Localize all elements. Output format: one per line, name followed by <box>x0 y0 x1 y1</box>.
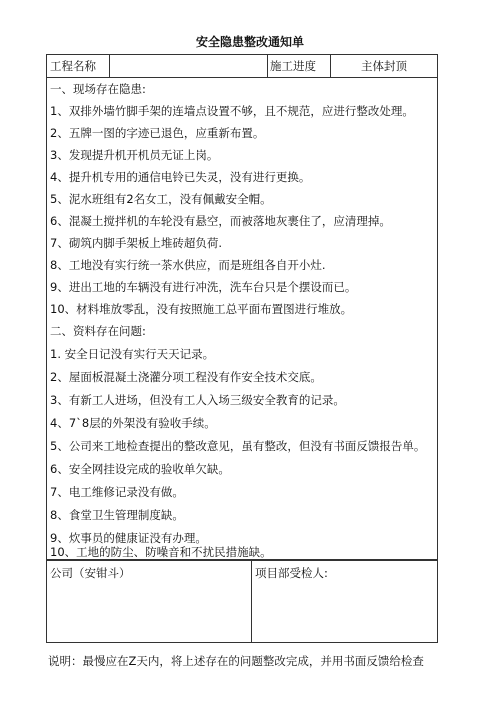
footnote: 说明：最慢应在Z天内，将上述存在的问题整改完成，并用书面反馈给检查 <box>48 654 424 668</box>
company-label: 公司（安钳斗） <box>50 566 131 580</box>
records-section-heading: 二、资料存在问题: <box>50 324 146 338</box>
inspector-label: 项目部受检人: <box>255 566 328 580</box>
issue-line: 3、发现提升机开机员无证上岗。 <box>50 148 219 162</box>
record-issue-line: 5、公司来工地检查提出的整改意见，虽有整改，但没有书面反馈报告单。 <box>50 439 426 453</box>
progress-label: 施工进度 <box>268 55 331 77</box>
issue-line: 7、砌筑内脚手架板上堆砖超负荷. <box>50 236 222 250</box>
record-issue-line: 10、工地的防尘、防噪音和不扰民措施缺。 <box>50 545 272 559</box>
issue-line: 5、泥水班组有2名女工，没有佩戴安全帽。 <box>50 192 272 206</box>
signature-row <box>46 560 438 643</box>
issue-line: 2、五牌一图的字迹已退色，应重新布置。 <box>50 126 265 140</box>
record-issue-line: 4、7`8层的外架没有验收手续。 <box>50 416 216 430</box>
issue-line: 1、双排外墙竹脚手架的连墙点设置不够，且不规范，应进行整改处理。 <box>50 104 414 118</box>
issues-box <box>46 78 438 560</box>
document-title: 安全隐患整改通知单 <box>195 35 304 49</box>
issue-line: 4、提升机专用的通信电铃已失灵，没有进行更换。 <box>50 170 311 184</box>
record-issue-line: 6、安全网挂设完成的验收单欠缺。 <box>50 462 230 476</box>
progress-value: 主体封顶 <box>361 59 407 73</box>
issues-section-heading: 一、现场存在隐患: <box>50 82 146 96</box>
inspector-signature-cell <box>252 561 437 642</box>
company-signature-cell <box>47 561 252 642</box>
record-issue-line: 9、炊事员的健康证没有办理。 <box>50 531 207 545</box>
header-row <box>46 54 438 78</box>
record-issue-line: 7、电工维修记录没有做。 <box>50 485 184 499</box>
issue-line: 6、混凝土搅拌机的车轮没有悬空，而被落地灰裹住了，应清理掉。 <box>50 214 391 228</box>
project-name-value <box>110 55 268 77</box>
issue-line: 10、材料堆放零乱，没有按照施工总平面布置图进行堆放。 <box>50 302 353 316</box>
record-issue-line: 1. 安全日记没有实行天天记录。 <box>50 347 215 361</box>
record-issue-line: 2、屋面板混凝土浇灌分项工程没有作安全技术交底。 <box>50 370 322 384</box>
issue-line: 8、工地没有实行统一茶水供应，而是班组各自开小灶. <box>50 258 326 272</box>
record-issue-line: 8、食堂卫生管理制度缺。 <box>50 508 184 522</box>
issue-line: 9、进出工地的车辆没有进行冲洗，洗车台只是个摆设而已。 <box>50 280 357 294</box>
project-name-label: 工程名称 <box>47 55 110 77</box>
record-issue-line: 3、有新工人进场，但没有工人入场三级安全教育的记录。 <box>50 393 345 407</box>
